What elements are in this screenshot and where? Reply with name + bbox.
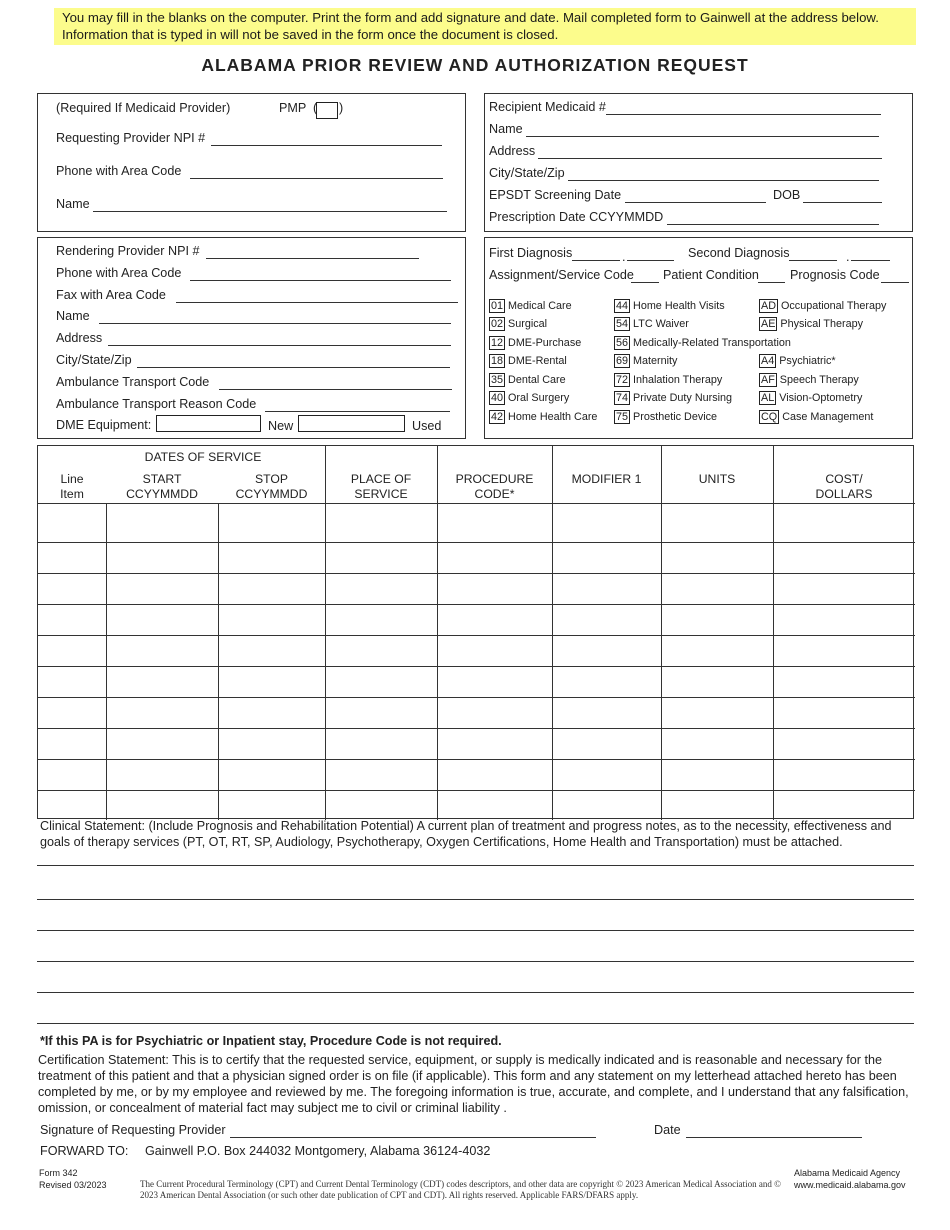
agency-website[interactable]: www.medicaid.alabama.gov bbox=[794, 1180, 906, 1190]
rendering-fax-field[interactable] bbox=[176, 302, 458, 303]
service-code-item: 40 Oral Surgery bbox=[491, 392, 570, 404]
first-diagnosis-field-a[interactable] bbox=[572, 260, 620, 261]
forward-address: Gainwell P.O. Box 244032 Montgomery, Alabama 36124-4032 bbox=[145, 1144, 491, 1158]
table-row[interactable] bbox=[38, 697, 915, 698]
second-diagnosis-field-b[interactable] bbox=[851, 260, 890, 261]
clinical-line[interactable] bbox=[37, 865, 914, 866]
recipient-name-field[interactable] bbox=[526, 136, 879, 137]
dme-used-label: Used bbox=[412, 419, 442, 433]
col-header-place: PLACE OF SERVICE bbox=[350, 472, 412, 501]
epsdt-label: EPSDT Screening Date bbox=[489, 188, 622, 202]
table-row[interactable] bbox=[38, 573, 915, 574]
table-row[interactable] bbox=[38, 635, 915, 636]
pmp-open-paren: ( bbox=[313, 101, 318, 115]
service-code-item: AE Physical Therapy bbox=[761, 318, 864, 330]
requesting-name-label: Name bbox=[56, 197, 90, 211]
requesting-npi-label: Requesting Provider NPI # bbox=[56, 131, 206, 145]
pmp-checkbox[interactable] bbox=[316, 102, 338, 119]
rendering-city-label: City/State/Zip bbox=[56, 353, 132, 367]
prescription-date-field[interactable] bbox=[667, 224, 879, 225]
dates-of-service-header: DATES OF SERVICE bbox=[144, 450, 262, 464]
patient-condition-field[interactable] bbox=[758, 282, 785, 283]
dob-label: DOB bbox=[773, 188, 801, 202]
second-diagnosis-field-a[interactable] bbox=[789, 260, 837, 261]
col-header-cost: COST/ DOLLARS bbox=[815, 472, 873, 501]
clinical-line[interactable] bbox=[37, 899, 914, 900]
service-code-item: 56 Medically-Related Transportation bbox=[616, 337, 791, 349]
ambulance-code-label: Ambulance Transport Code bbox=[56, 375, 210, 389]
requesting-npi-field[interactable] bbox=[211, 145, 442, 146]
signature-field[interactable] bbox=[230, 1137, 596, 1138]
requesting-phone-field[interactable] bbox=[190, 178, 443, 179]
assignment-code-label: Assignment/Service Code bbox=[489, 268, 634, 282]
date-label: Date bbox=[654, 1123, 681, 1137]
rendering-phone-label: Phone with Area Code bbox=[56, 266, 182, 280]
recipient-name-label: Name bbox=[489, 122, 523, 136]
clinical-line[interactable] bbox=[37, 930, 914, 931]
assignment-code-field[interactable] bbox=[631, 282, 659, 283]
requesting-name-field[interactable] bbox=[93, 211, 447, 212]
dob-field[interactable] bbox=[803, 202, 882, 203]
rendering-name-label: Name bbox=[56, 309, 90, 323]
epsdt-field[interactable] bbox=[625, 202, 766, 203]
first-diagnosis-label: First Diagnosis bbox=[489, 246, 573, 260]
recipient-address-field[interactable] bbox=[538, 158, 882, 159]
date-field[interactable] bbox=[686, 1137, 862, 1138]
second-diagnosis-label: Second Diagnosis bbox=[688, 246, 790, 260]
recipient-medicaid-field[interactable] bbox=[606, 114, 881, 115]
service-code-item: A4 Psychiatric* bbox=[761, 355, 836, 367]
table-row[interactable] bbox=[38, 790, 915, 791]
table-row[interactable] bbox=[38, 604, 915, 605]
service-code-item: 74 Private Duty Nursing bbox=[616, 392, 733, 404]
clinical-line[interactable] bbox=[37, 992, 914, 993]
clinical-line[interactable] bbox=[37, 1023, 914, 1024]
rendering-address-label: Address bbox=[56, 331, 103, 345]
service-code-item: 72 Inhalation Therapy bbox=[616, 374, 723, 386]
requesting-phone-label: Phone with Area Code bbox=[56, 164, 182, 178]
col-header-units: UNITS bbox=[698, 472, 736, 486]
service-code-item: 12 DME-Purchase bbox=[491, 337, 582, 349]
rendering-address-field[interactable] bbox=[108, 345, 451, 346]
instruction-notice: You may fill in the blanks on the computer. Print the form and add signature and date. Mail completed form to Gainwell at the address below. Information that is typed in will not be saved in the form once the document is closed. bbox=[54, 8, 916, 45]
col-header-line-item: Line Item bbox=[60, 472, 84, 501]
revised-date: Revised 03/2023 bbox=[39, 1180, 107, 1190]
psych-note: *If this PA is for Psychiatric or Inpatient stay, Procedure Code is not required. bbox=[40, 1034, 502, 1048]
col-header-stop: STOP CCYYMMDD bbox=[235, 472, 308, 501]
pmp-label: PMP bbox=[279, 101, 307, 115]
service-lines-table bbox=[37, 445, 914, 819]
service-code-item: 42 Home Health Care bbox=[491, 411, 598, 423]
service-code-item: 01 Medical Care bbox=[491, 300, 572, 312]
prognosis-code-label: Prognosis Code bbox=[790, 268, 880, 282]
service-code-item: 44 Home Health Visits bbox=[616, 300, 725, 312]
recipient-city-label: City/State/Zip bbox=[489, 166, 565, 180]
form-title: ALABAMA PRIOR REVIEW AND AUTHORIZATION REQUEST bbox=[201, 55, 749, 75]
service-code-item: 54 LTC Waiver bbox=[616, 318, 689, 330]
rendering-npi-field[interactable] bbox=[206, 258, 419, 259]
prescription-date-label: Prescription Date CCYYMMDD bbox=[489, 210, 664, 224]
service-code-item: AF Speech Therapy bbox=[761, 374, 859, 386]
rendering-city-field[interactable] bbox=[137, 367, 450, 368]
col-header-start: START CCYYMMDD bbox=[126, 472, 198, 501]
prognosis-code-field[interactable] bbox=[881, 282, 909, 283]
service-code-item: 75 Prosthetic Device bbox=[616, 411, 718, 423]
patient-condition-label: Patient Condition bbox=[663, 268, 759, 282]
table-row[interactable] bbox=[38, 728, 915, 729]
rendering-fax-label: Fax with Area Code bbox=[56, 288, 166, 302]
rendering-phone-field[interactable] bbox=[190, 280, 451, 281]
dme-new-label: New bbox=[268, 419, 294, 433]
service-code-item: 18 DME-Rental bbox=[491, 355, 567, 367]
dme-used-box[interactable] bbox=[298, 415, 405, 432]
copyright-notice: The Current Procedural Terminology (CPT) and Current Dental Terminology (CDT) codes descriptors, and other data are copyright © 2023 American Medical Association and © 2023 American Dental Association (or such other date publication of CPT and CDT). All rights reserved. Applicable FARS/DFARS apply. bbox=[140, 1179, 781, 1200]
service-code-item: 35 Dental Care bbox=[491, 374, 566, 386]
recipient-city-field[interactable] bbox=[568, 180, 879, 181]
recipient-address-label: Address bbox=[489, 144, 536, 158]
rendering-npi-label: Rendering Provider NPI # bbox=[56, 244, 200, 258]
recipient-medicaid-label: Recipient Medicaid # bbox=[489, 100, 606, 114]
clinical-statement: Clinical Statement: (Include Prognosis and Rehabilitation Potential) A current plan of treatment and progress notes, as to the necessity, effectiveness and goals of therapy services (PT, OT, RT, SP, Audiology, Psychotherapy, Oxygen Certifications, Home Health and Transportation) must be attached. bbox=[40, 819, 892, 849]
col-header-modifier: MODIFIER 1 bbox=[571, 472, 642, 486]
certification-statement: Certification Statement: This is to certify that the requested service, equipment, or supply is medically indicated and is reasonable and necessary for the treatment of this patient and that a physician signed order is on file (if applicable). This form and any statement on my letterhead attached hereto has been completed by me, or by my employee and reviewed by me. The foregoing information is true, accurate, and complete, and I understand that any falsification, omission, or concealment of material fact may subject me to civil or criminal liability . bbox=[38, 1053, 909, 1115]
service-code-item: AD Occupational Therapy bbox=[761, 300, 887, 312]
pmp-close-paren: ) bbox=[339, 101, 344, 115]
table-row[interactable] bbox=[38, 666, 915, 667]
ambulance-reason-label: Ambulance Transport Reason Code bbox=[56, 397, 257, 411]
table-row[interactable] bbox=[38, 542, 915, 543]
required-note: (Required If Medicaid Provider) bbox=[56, 101, 231, 115]
col-header-procedure: PROCEDURE CODE* bbox=[455, 472, 534, 501]
signature-label: Signature of Requesting Provider bbox=[40, 1123, 226, 1137]
ambulance-code-field[interactable] bbox=[219, 389, 452, 390]
form-number: Form 342 bbox=[39, 1168, 78, 1178]
service-code-item: 69 Maternity bbox=[616, 355, 678, 367]
service-code-item: 02 Surgical bbox=[491, 318, 548, 330]
first-diagnosis-field-b[interactable] bbox=[627, 260, 674, 261]
rendering-name-field[interactable] bbox=[99, 323, 451, 324]
clinical-line[interactable] bbox=[37, 961, 914, 962]
service-code-item: AL Vision-Optometry bbox=[761, 392, 863, 404]
forward-to-label: FORWARD TO: bbox=[40, 1144, 129, 1158]
service-code-item: CQ Case Management bbox=[761, 411, 874, 423]
dme-label: DME Equipment: bbox=[56, 418, 152, 432]
table-row[interactable] bbox=[38, 759, 915, 760]
agency-name: Alabama Medicaid Agency bbox=[794, 1168, 901, 1178]
ambulance-reason-field[interactable] bbox=[265, 411, 450, 412]
dme-new-box[interactable] bbox=[156, 415, 261, 432]
